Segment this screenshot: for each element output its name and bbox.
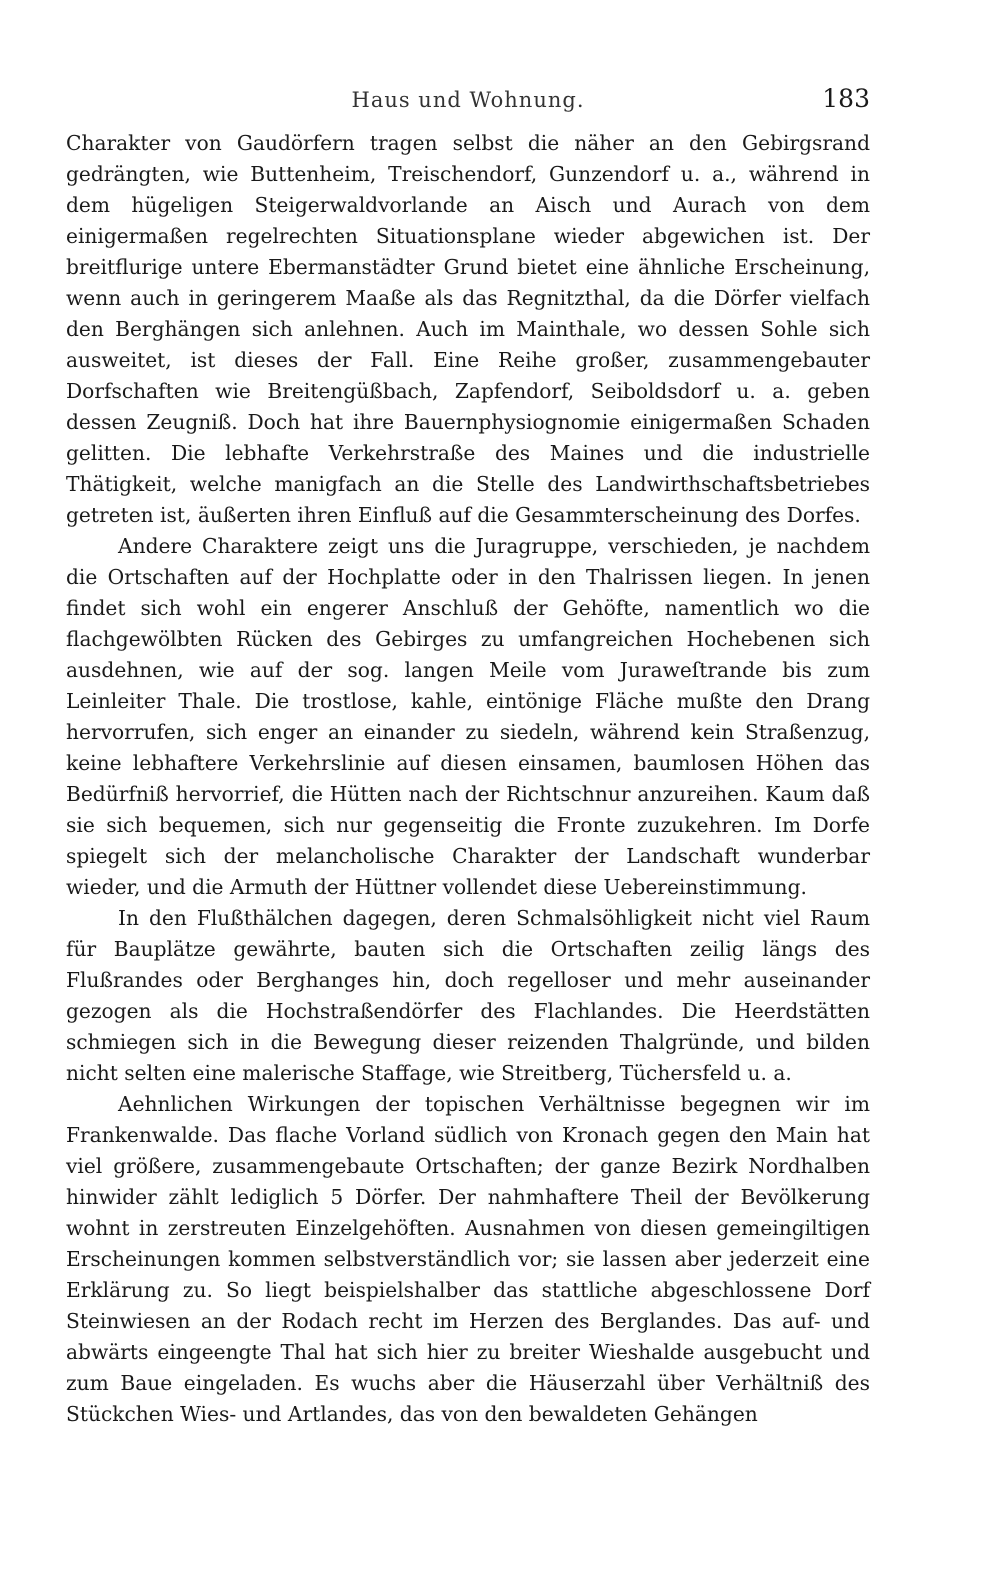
body-text: [66, 128, 870, 1430]
running-title: Haus und Wohnung.: [351, 88, 585, 112]
paragraph-1: Charakter von Gaudörfern tragen selbst die näher an den Gebirgsrand gedrängten, wie Buttenheim, Treischendorf, Gunzendorf u. a., während in dem hügeligen Steigerwaldvorlande an Aisch und Aurach von dem einigermaßen regelrechten Situationsplane wieder abgewichen ist. Der breitflurige untere Ebermanstädter Grund bietet eine ähnliche Erscheinung, wenn auch in geringerem Maaße als das Regnitzthal, da die Dörfer vielfach den Berghängen sich anlehnen. Auch im Mainthale, wo dessen Sohle sich ausweitet, ist dieses der Fall. Eine Reihe großer, zusammengebauter Dorfschaften wie Breitengüßbach, Zapfendorf, Seiboldsdorf u. a. geben dessen Zeugniß. Doch hat ihre Bauernphysiognomie einigermaßen Schaden gelitten. Die lebhafte Verkehrstraße des Maines und die industrielle Thätigkeit, welche manigfach an die Stelle des Landwirthschaftsbetriebes getreten ist, äußerten ihren Einfluß auf die Gesammterscheinung des Dorfes.: [66, 131, 870, 527]
page-number: 183: [822, 84, 870, 113]
paragraph-2: Andere Charaktere zeigt uns die Juragruppe, verschieden, je nachdem die Ortschaften auf der Hochplatte oder in den Thalrissen liegen. In jenen findet sich wohl ein engerer Anschluß der Gehöfte, namentlich wo die flachgewölbten Rücken des Gebirges zu umfangreichen Hochebenen sich ausdehnen, wie auf der sog. langen Meile vom Juraweſtrande bis zum Leinleiter Thale. Die trostlose, kahle, eintönige Fläche mußte den Drang hervorrufen, sich enger an einander zu siedeln, während kein Straßenzug, keine lebhaftere Verkehrslinie auf diesen einsamen, baumlosen Höhen das Bedürfniß hervorrief, die Hütten nach der Richtschnur anzureihen. Kaum daß sie sich bequemen, sich nur gegenseitig die Fronte zuzukehren. Im Dorfe spiegelt sich der melancholische Charakter der Landschaft wunderbar wieder, und die Armuth der Hüttner vollendet diese Uebereinstimmung.: [66, 534, 870, 899]
paragraph-4: Aehnlichen Wirkungen der topischen Verhältnisse begegnen wir im Frankenwalde. Das flache Vorland südlich von Kronach gegen den Main hat viel größere, zusammengebaute Ortschaften; der ganze Bezirk Nordhalben hinwider zählt lediglich 5 Dörfer. Der nahmhaftere Theil der Bevölkerung wohnt in zerstreuten Einzelgehöften. Ausnahmen von diesen gemeingiltigen Erscheinungen kommen selbstverständlich vor; sie lassen aber jederzeit eine Erklärung zu. So liegt beispielshalber das stattliche abgeschlossene Dorf Steinwiesen an der Rodach recht im Herzen des Berglandes. Das auf- und abwärts eingeengte Thal hat sich hier zu breiter Wieshalde ausgebucht und zum Baue eingeladen. Es wuchs aber die Häuserzahl über Verhältniß des Stückchen Wies- und Artlandes, das von den bewaldeten Gehängen: [66, 1092, 870, 1426]
running-head: [66, 84, 870, 128]
paragraph-3: In den Flußthälchen dagegen, deren Schmalsöhligkeit nicht viel Raum für Bauplätze gewährte, bauten sich die Ortschaften zeilig längs des Flußrandes oder Berghanges hin, doch regelloser und mehr auseinander gezogen als die Hochstraßendörfer des Flachlandes. Die Heerdstätten schmiegen sich in die Bewegung dieser reizenden Thalgründe, und bilden nicht selten eine malerische Staffage, wie Streitberg, Tüchersfeld u. a.: [66, 906, 870, 1085]
book-page: [66, 84, 870, 1430]
